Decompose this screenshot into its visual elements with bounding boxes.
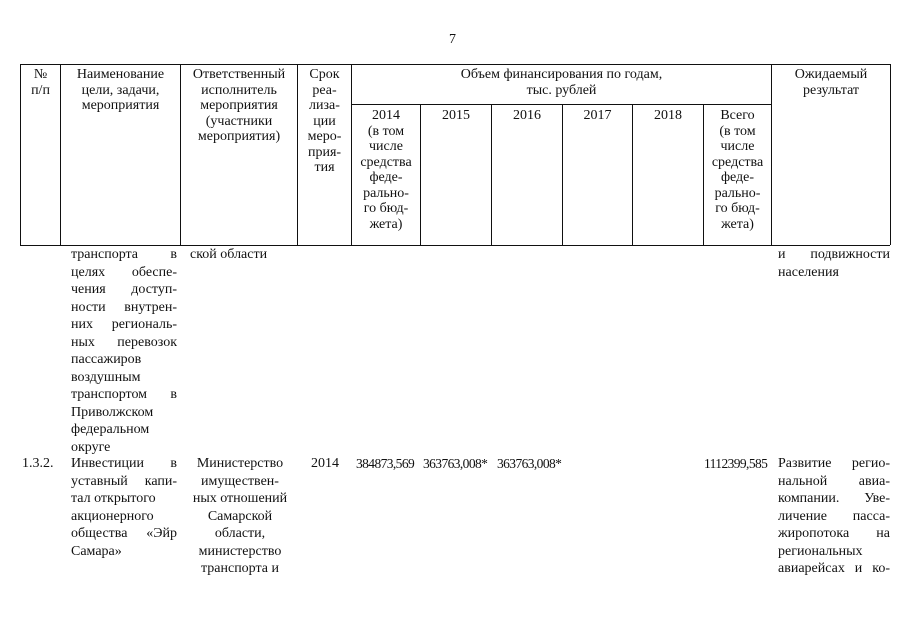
text-line: министерство [198,543,282,559]
table-top-border [20,64,890,65]
text-line: нальной авиа- [778,473,890,489]
text-line: округе [71,439,111,455]
text-line: воздушным [71,369,141,385]
text-line: чения доступ- [71,282,177,297]
col-divider [632,104,633,245]
row-term: 2014 [311,456,339,471]
text-line: компании. Уве- [778,491,890,506]
text-line: целях обеспе- [71,264,177,280]
header-name: Наименование цели, задачи, мероприятия [76,67,165,113]
text-line: транспорта в [71,247,177,262]
text-line: ных перевозок [71,334,177,350]
text-line: жиропотока на [778,526,890,541]
text-line: Министерство [196,456,284,471]
text-line: федеральном [71,422,150,437]
text-line: общества «Эйр [71,526,177,541]
header-financing: Объем финансирования по годам, тыс. рублей [460,67,663,98]
col-divider [491,104,492,245]
header-num: № п/п [31,67,50,98]
text-line: области, [214,526,266,541]
text-line: Приволжском [71,404,154,420]
text-line: транспорта и [200,561,279,576]
text-line: Самара» [71,543,122,559]
text-line: авиарейсах и ко- [778,561,890,576]
text-line: транспортом в [71,387,177,402]
text-line: личение пасса- [778,508,890,524]
text-line: них региональ- [71,317,177,332]
header-term: Срок реа- лиза- ции меро- прия- тия [307,67,342,175]
text-line: ности внутрен- [71,299,177,315]
year-row-border [351,104,771,105]
text-line: и подвижности [778,247,890,262]
value-2014: 384873,569 [356,456,415,471]
header-result: Ожидаемый результат [794,67,868,98]
col-divider [890,64,891,245]
text-line: имуществен- [201,473,279,489]
page-number: 7 [449,32,456,47]
text-line: акционерного [71,508,154,524]
header-year-2018: 2018 [654,108,682,123]
row-name-cell [71,455,177,560]
text-line: Развитие регио- [778,456,890,471]
col-divider [562,104,563,245]
row-number: 1.3.2. [22,456,54,471]
text-line: населения [778,264,839,280]
header-year-2016: 2016 [513,108,541,123]
text-line: уставный капи- [71,473,177,489]
col-divider [420,104,421,245]
text-line: тал открытого [71,491,156,506]
text-line: Самарской [207,508,273,524]
row-name-cell [71,246,177,456]
value-2016: 363763,008* [497,456,562,471]
text-line: региональных [778,543,863,559]
header-year-total: Всего (в том числе средства феде- рально- го бюд- жета) [711,108,764,232]
header-year-2014: 2014 (в том числе средства феде- рально- го бюд- жета) [360,108,412,232]
row-executor-cell [186,455,294,578]
row-executor-cell [190,246,296,264]
header-year-2017: 2017 [583,108,612,123]
header-year-2015: 2015 [442,108,470,123]
value-2015: 363763,008* [423,456,488,471]
text-line: Инвестиции в [71,456,177,471]
header-executor: Ответственный исполнитель мероприятия (участники мероприятия) [192,67,286,144]
row-result-cell [778,246,890,281]
text-line: ской области [190,247,268,262]
text-line: ных отношений [192,491,288,506]
value-total: 1112399,585 [704,456,768,471]
row-result-cell [778,455,890,578]
text-line: пассажиров [71,352,142,367]
